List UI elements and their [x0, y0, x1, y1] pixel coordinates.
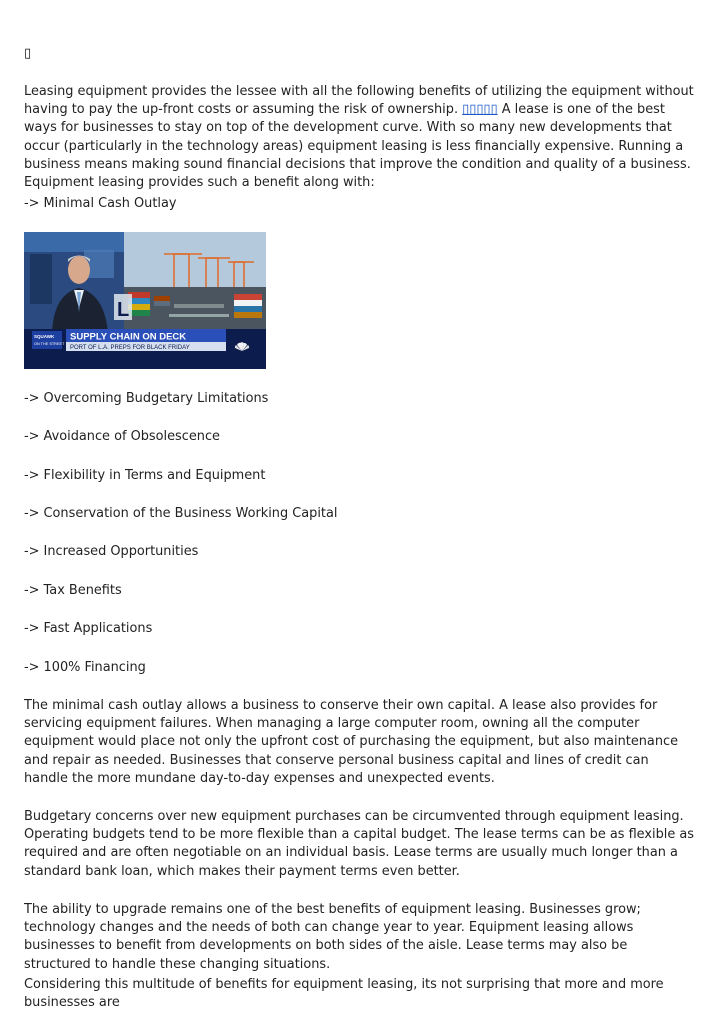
benefit-item: -> 100% Financing [24, 660, 146, 675]
video-banner-subtitle: PORT OF L.A. PREPS FOR BLACK FRIDAY [70, 345, 190, 351]
benefit-item: -> Flexibility in Terms and Equipment [24, 468, 266, 483]
body-paragraph: Considering this multitude of benefits for equipment leasing, its not surprising that more and more businesses are [24, 977, 664, 1011]
benefit-item: -> Conservation of the Business Working Capital [24, 506, 338, 521]
video-frame-graphic [24, 232, 266, 369]
benefit-item: -> Avoidance of Obsolescence [24, 429, 220, 444]
show-logo-bottom: ON THE STREET [34, 342, 65, 346]
video-banner-title: SUPPLY CHAIN ON DECK [70, 331, 187, 343]
benefit-item: -> Tax Benefits [24, 583, 122, 598]
intro-text-before: Leasing equipment provides the lessee with all the following benefits of utilizing the equipment without having to pay the up-front costs or assuming the risk of ownership. [24, 84, 694, 118]
missing-glyph-icon: ▯ [24, 46, 32, 61]
body-paragraph: The ability to upgrade remains one of the best benefits of equipment leasing. Businesses grow; technology changes and the needs of both can change year to year. Equipment leasing allows businesses to benefit from developments on both sides of the aisle. Lease terms may also be structured to handle these changing situations. [24, 902, 641, 972]
side-logo-letter: L [117, 299, 130, 321]
benefit-item: -> Overcoming Budgetary Limitations [24, 391, 269, 406]
news-video-thumbnail[interactable] [24, 232, 266, 369]
inline-link[interactable]: ▯▯▯▯▯ [462, 102, 498, 118]
intro-text-after: A lease is one of the best ways for businesses to stay on top of the development curve. With so many new developments that occur (particularly in the technology areas) equipment leasing is less financially expensive. Running a business means making sound financial decisions that improve the condition and quality of a business. Equipment leasing provides such a benefit along with: [24, 102, 691, 191]
benefit-item: -> Fast Applications [24, 621, 153, 636]
body-paragraph: The minimal cash outlay allows a business to conserve their own capital. A lease also provides for servicing equipment failures. When managing a large computer room, owning all the computer equipment would place not only the upfront cost of purchasing the equipment, but also maintenance and repair as needed. Businesses that conserve personal business capital and lines of credit can handle the more mundane day-to-day expenses and unexpected events. [24, 698, 679, 786]
show-logo-top: SQUAWK [34, 334, 55, 339]
benefit-item-minimal-cash-outlay: -> Minimal Cash Outlay [24, 196, 177, 211]
benefit-item: -> Increased Opportunities [24, 544, 199, 559]
body-paragraph: Budgetary concerns over new equipment purchases can be circumvented through equipment leasing. Operating budgets tend to be more flexible than a capital budget. The lease terms can be as flexible as required and are often negotiable on an individual basis. Lease terms are usually much longer than a standard bank loan, which makes their payment terms even better. [24, 809, 695, 879]
intro-paragraph [24, 83, 696, 192]
